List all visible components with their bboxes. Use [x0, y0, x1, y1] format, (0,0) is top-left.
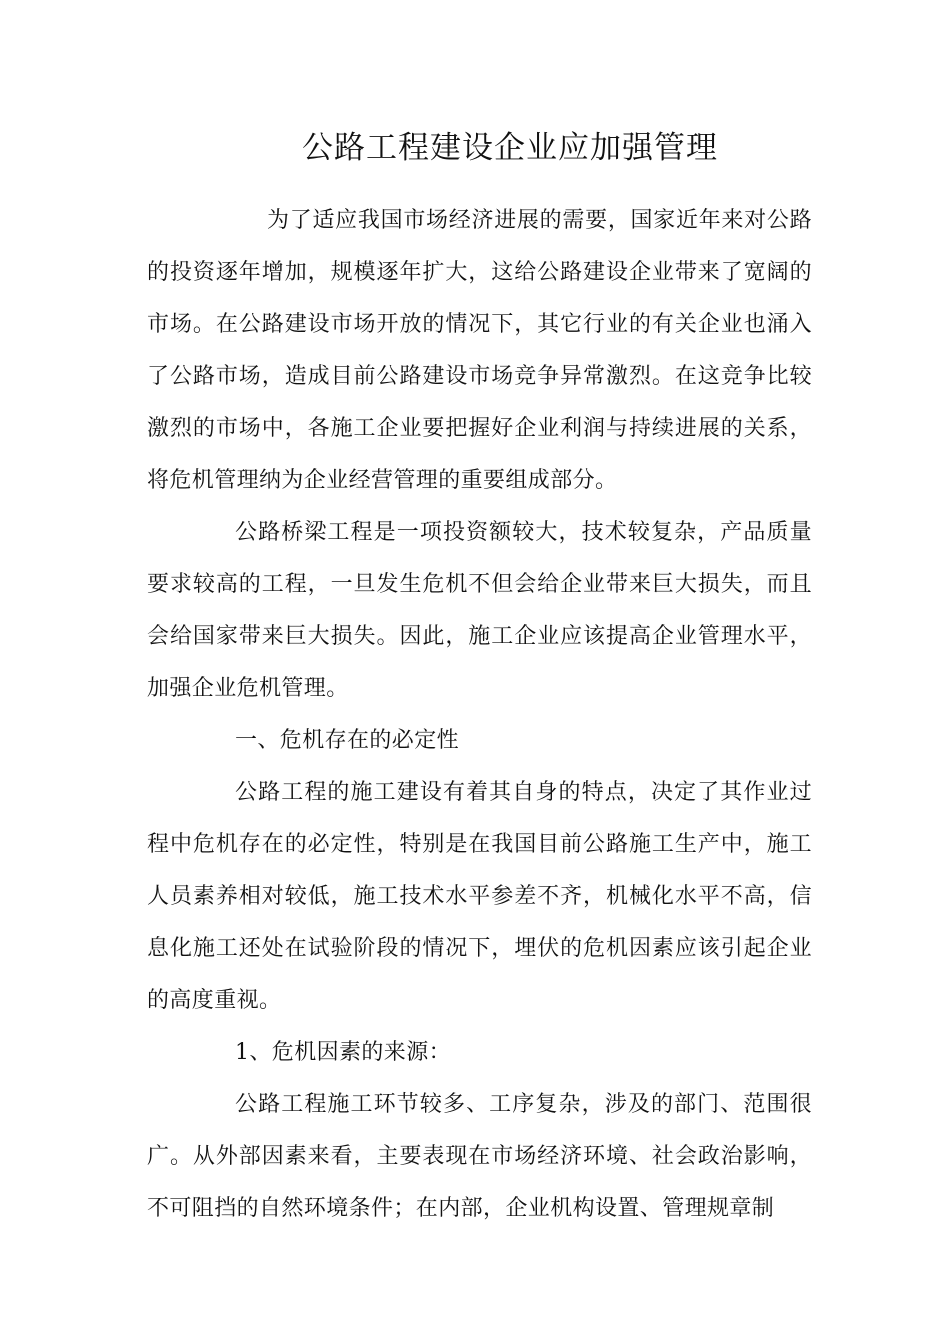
section-heading-1: 一、危机存在的必定性 [235, 728, 460, 753]
document-title: 公路工程建设企业应加强管理 [302, 130, 718, 166]
paragraph-intro: 为了适应我国市场经济进展的需要，国家近年来对公路的投资逐年增加，规模逐年扩大，这给公路建设企业带来了宽阔的市场。在公路建设市场开放的情况下，其它行业的有关企业也涌入了公路市场，造成目前公路建设市场竞争异常激烈。在这竞争比较激烈的市场中，各施工企业要把握好企业利润与持续进展的关系，将危机管理纳为企业经营管理的重要组成部分。 [147, 208, 812, 493]
paragraph-risk-sources: 公路工程施工环节较多、工序复杂，涉及的部门、范围很广。从外部因素来看，主要表现在市场经济环境、社会政治影响，不可阻挡的自然环境条件；在内部，企业机构设置、管理规章制 [147, 1092, 812, 1221]
paragraph-importance: 公路桥梁工程是一项投资额较大，技术较复杂，产品质量要求较高的工程，一旦发生危机不但会给企业带来巨大损失，而且会给国家带来巨大损失。因此，施工企业应该提高企业管理水平，加强企业危机管理。 [147, 520, 812, 701]
subsection-heading-1: 1、危机因素的来源： [235, 1040, 451, 1065]
document-body [147, 195, 812, 1235]
paragraph-section-1: 公路工程的施工建设有着其自身的特点，决定了其作业过程中危机存在的必定性，特别是在我国目前公路施工生产中，施工人员素养相对较低，施工技术水平参差不齐，机械化水平不高，信息化施工还处在试验阶段的情况下，埋伏的危机因素应该引起企业的高度重视。 [147, 780, 812, 1013]
